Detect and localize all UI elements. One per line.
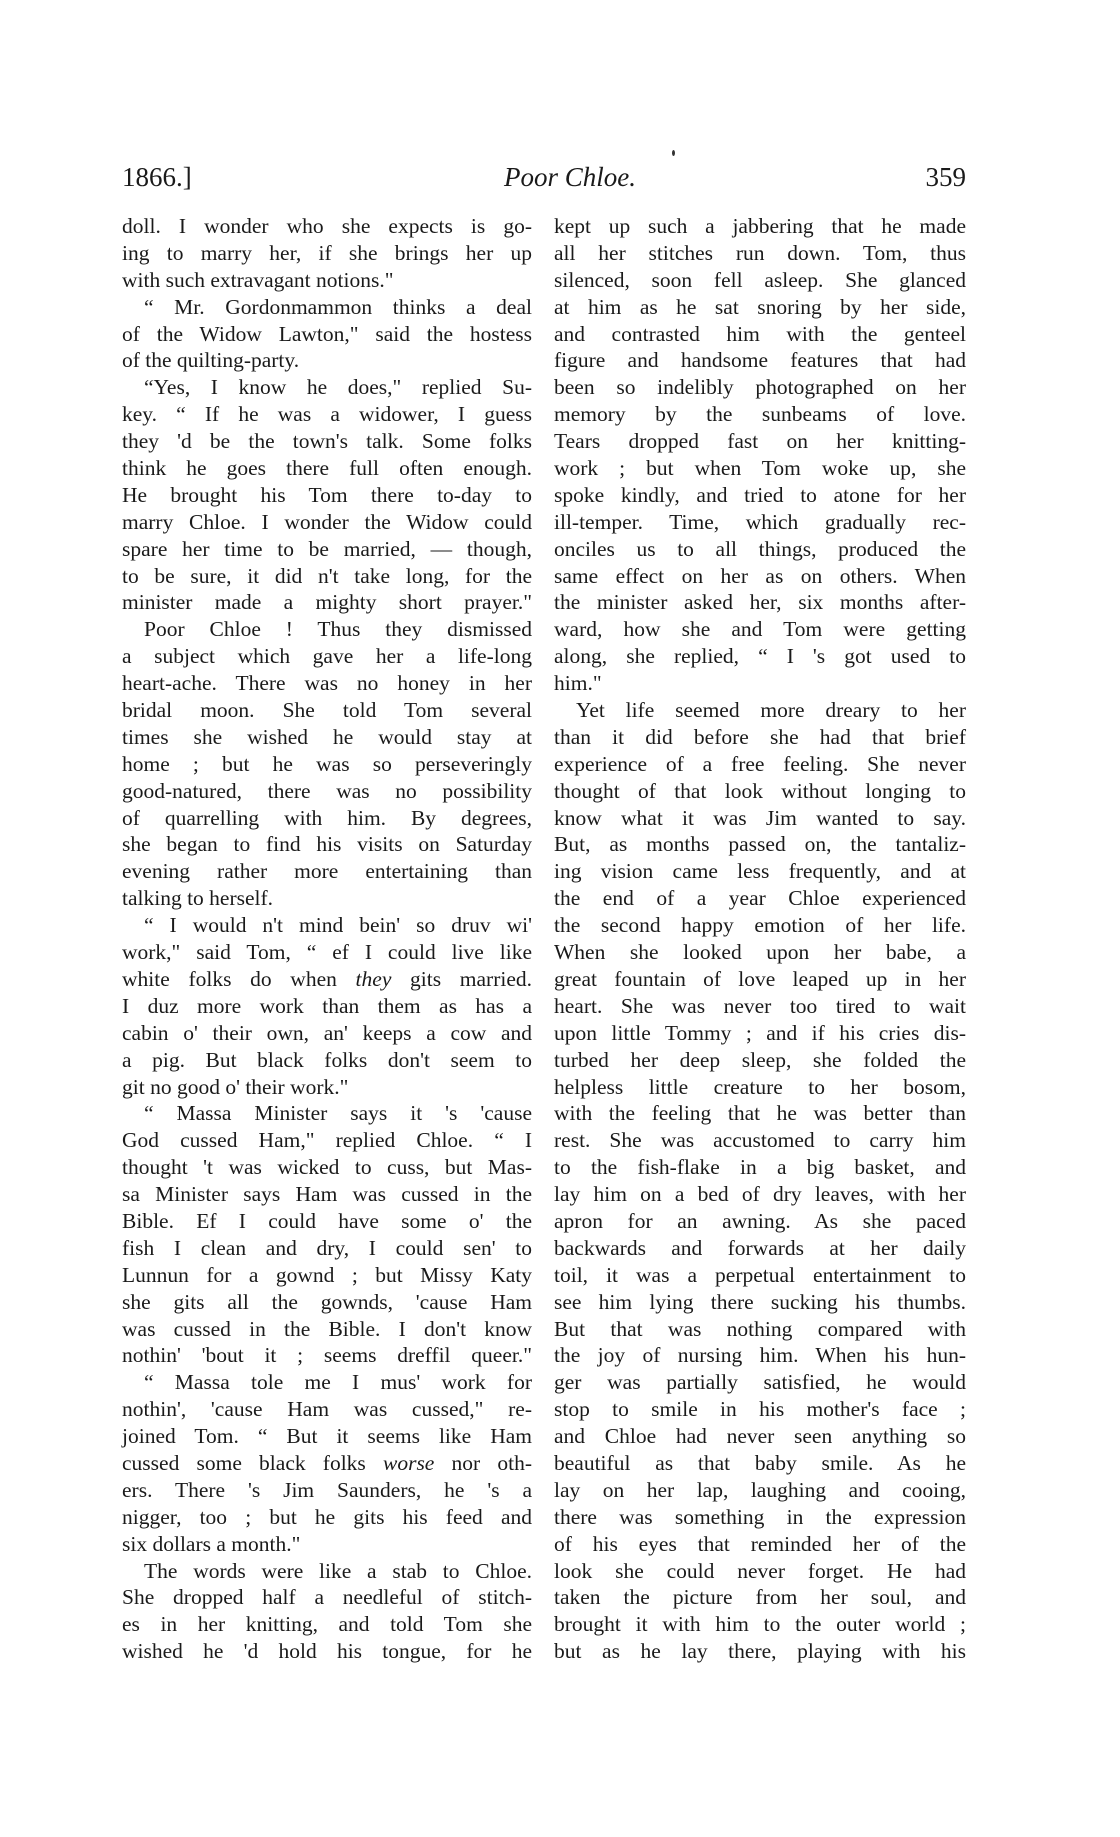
text-column-right — [554, 213, 966, 1665]
text-line: memory by the sunbeams of love. — [554, 402, 966, 427]
text-line: taken the picture from her soul, and — [554, 1585, 966, 1610]
text-line: but as he lay there, playing with his — [554, 1639, 966, 1664]
text-line: apron for an awning. As she paced — [554, 1208, 966, 1233]
text-line: talking to herself. — [122, 886, 274, 911]
text-line: ing to marry her, if she brings her up — [122, 240, 532, 265]
text-line: key. “ If he was a widower, I guess — [122, 402, 532, 427]
text-line: at him as he sat snoring by her side, — [554, 294, 966, 319]
text-line: Lunnun for a gownd ; but Missy Katy — [122, 1262, 532, 1287]
text-line: they 'd be the town's talk. Some folks — [122, 429, 532, 454]
italic-word: worse — [382, 1450, 435, 1475]
text-line: “ Mr. Gordonmammon thinks a deal — [144, 294, 532, 319]
text-line: and Chloe had never seen anything so — [554, 1424, 966, 1449]
text-line: toil, it was a perpetual entertainment to — [554, 1262, 966, 1287]
text-line: she began to find his visits on Saturday — [122, 832, 532, 857]
text-line: wished he 'd hold his tongue, for he — [122, 1639, 532, 1664]
text-line: look she could never forget. He had — [554, 1558, 966, 1583]
text-column-left — [122, 213, 532, 1665]
running-head-year: 1866.] — [122, 162, 192, 192]
text-line: lay him on a bed of dry leaves, with her — [554, 1182, 966, 1207]
text-line — [122, 1450, 532, 1477]
text-line: But, as months passed on, the tantaliz- — [554, 832, 966, 857]
text-line: the joy of nursing him. When his hun- — [554, 1343, 966, 1368]
text-line: helpless little creature to her bosom, — [554, 1074, 966, 1099]
text-line: git no good o' their work." — [122, 1074, 349, 1099]
text-line: heart. She was never too tired to wait — [554, 993, 966, 1018]
text-line: ing vision came less frequently, and at — [554, 859, 966, 884]
text-line: beautiful as that baby smile. As he — [554, 1450, 966, 1475]
text-line: with the feeling that he was better than — [554, 1101, 966, 1126]
text-line: es in her knitting, and told Tom she — [122, 1612, 532, 1637]
text-line: She dropped half a needleful of stitch- — [122, 1585, 532, 1610]
text-line: joined Tom. “ But it seems like Ham — [122, 1424, 532, 1449]
text-line: ill-temper. Time, which gradually rec- — [554, 509, 966, 534]
text-line: the second happy emotion of her life. — [554, 913, 966, 938]
text-line: along, she replied, “ I 's got used to — [554, 644, 966, 669]
text-line: onciles us to all things, produced the — [554, 536, 966, 561]
text-line: thought of that look without longing to — [554, 778, 966, 803]
text-line: upon little Tommy ; and if his cries dis- — [554, 1020, 966, 1045]
text-line: all her stitches run down. Tom, thus — [554, 240, 966, 265]
text-line: there was something in the expression — [554, 1504, 966, 1529]
text-line: than it did before she had that brief — [554, 724, 966, 749]
print-speck — [672, 150, 675, 156]
text-line: to be sure, it did n't take long, for the — [122, 563, 532, 588]
text-segment: gits married. — [391, 966, 532, 991]
text-line: stop to smile in his mother's face ; — [554, 1397, 966, 1422]
text-line: him." — [554, 671, 602, 696]
text-line: spoke kindly, and tried to atone for her — [554, 482, 966, 507]
text-line: ers. There 's Jim Saunders, he 's a — [122, 1477, 532, 1502]
text-line: six dollars a month." — [122, 1531, 301, 1556]
text-line: Yet life seemed more dreary to her — [576, 698, 966, 723]
text-line: cabin o' their own, an' keeps a cow and — [122, 1020, 532, 1045]
text-line: When she looked upon her babe, a — [554, 940, 966, 965]
italic-word: they — [355, 966, 392, 991]
text-line: work," said Tom, “ ef I could live like — [122, 940, 532, 965]
text-line: I duz more work than them as has a — [122, 993, 532, 1018]
text-line: sa Minister says Ham was cussed in the — [122, 1182, 532, 1207]
text-line: figure and handsome features that had — [554, 348, 966, 373]
text-line: Bible. Ef I could have some o' the — [122, 1208, 532, 1233]
text-line: turbed her deep sleep, she folded the — [554, 1047, 966, 1072]
text-line: of the quilting-party. — [122, 348, 300, 373]
text-line: the minister asked her, six months after- — [554, 590, 966, 615]
text-line: of his eyes that reminded her of the — [554, 1531, 966, 1556]
text-line: “ Massa Minister says it 's 'cause — [144, 1101, 532, 1126]
text-segment: white folks do when — [122, 966, 356, 991]
text-line: Poor Chloe ! Thus they dismissed — [144, 617, 532, 642]
text-line: kept up such a jabbering that he made — [554, 214, 966, 238]
text-line: minister made a mighty short prayer." — [122, 590, 532, 615]
text-line: lay on her lap, laughing and cooing, — [554, 1477, 966, 1502]
text-line: fish I clean and dry, I could sen' to — [122, 1235, 532, 1260]
text-line: was cussed in the Bible. I don't know — [122, 1316, 532, 1341]
text-line: brought it with him to the outer world ; — [554, 1612, 966, 1637]
text-line: times she wished he would stay at — [122, 724, 532, 749]
text-line: of quarrelling with him. By degrees, — [122, 805, 532, 830]
text-line: know what it was Jim wanted to say. — [554, 805, 966, 830]
text-line: good-natured, there was no possibility — [122, 778, 532, 803]
text-line: spare her time to be married, — though, — [122, 536, 532, 561]
text-line: great fountain of love leaped up in her — [554, 966, 966, 991]
text-line: doll. I wonder who she expects is go- — [122, 214, 532, 238]
text-line: nothin', 'cause Ham was cussed," re- — [122, 1397, 532, 1422]
text-line: experience of a free feeling. She never — [554, 751, 966, 776]
page-number: 359 — [925, 162, 966, 192]
text-line: think he goes there full often enough. — [122, 456, 532, 481]
text-line: God cussed Ham," replied Chloe. “ I — [122, 1128, 532, 1153]
text-line: a subject which gave her a life-long — [122, 644, 532, 669]
text-segment: cussed some black folks — [122, 1450, 383, 1475]
text-line — [122, 966, 532, 993]
text-segment: nor oth- — [434, 1450, 533, 1475]
text-line: same effect on her as on others. When — [554, 563, 966, 588]
text-line: He brought his Tom there to-day to — [122, 482, 532, 507]
text-line: been so indelibly photographed on her — [554, 375, 966, 400]
running-head-title: Poor Chloe. — [504, 162, 636, 192]
text-line: backwards and forwards at her daily — [554, 1235, 966, 1260]
text-line: work ; but when Tom woke up, she — [554, 456, 966, 481]
text-line: and contrasted him with the genteel — [554, 321, 966, 346]
text-line: ward, how she and Tom were getting — [554, 617, 966, 642]
text-line: silenced, soon fell asleep. She glanced — [554, 267, 966, 292]
text-line: Tears dropped fast on her knitting- — [554, 429, 966, 454]
text-line: rest. She was accustomed to carry him — [554, 1128, 966, 1153]
text-line: marry Chloe. I wonder the Widow could — [122, 509, 532, 534]
text-line: But that was nothing compared with — [554, 1316, 966, 1341]
text-line: a pig. But black folks don't seem to — [122, 1047, 532, 1072]
text-line: bridal moon. She told Tom several — [122, 698, 532, 723]
text-line: heart-ache. There was no honey in her — [122, 671, 532, 696]
text-line: thought 't was wicked to cuss, but Mas- — [122, 1155, 532, 1180]
text-line: of the Widow Lawton," said the hostess — [122, 321, 532, 346]
text-line: ger was partially satisfied, he would — [554, 1370, 966, 1395]
text-line: she gits all the gownds, 'cause Ham — [122, 1289, 532, 1314]
text-line: home ; but he was so perseveringly — [122, 751, 532, 776]
text-line: the end of a year Chloe experienced — [554, 886, 966, 911]
text-line: evening rather more entertaining than — [122, 859, 532, 884]
text-line: The words were like a stab to Chloe. — [144, 1558, 532, 1583]
text-line: with such extravagant notions." — [122, 267, 394, 292]
text-line: to the fish-flake in a big basket, and — [554, 1155, 966, 1180]
text-line: “ I would n't mind bein' so druv wi' — [144, 913, 532, 938]
text-line: “Yes, I know he does," replied Su- — [144, 375, 532, 400]
text-line: see him lying there sucking his thumbs. — [554, 1289, 966, 1314]
text-line: nigger, too ; but he gits his feed and — [122, 1504, 532, 1529]
text-line: “ Massa tole me I mus' work for — [144, 1370, 532, 1395]
text-line: nothin' 'bout it ; seems dreffil queer." — [122, 1343, 532, 1368]
